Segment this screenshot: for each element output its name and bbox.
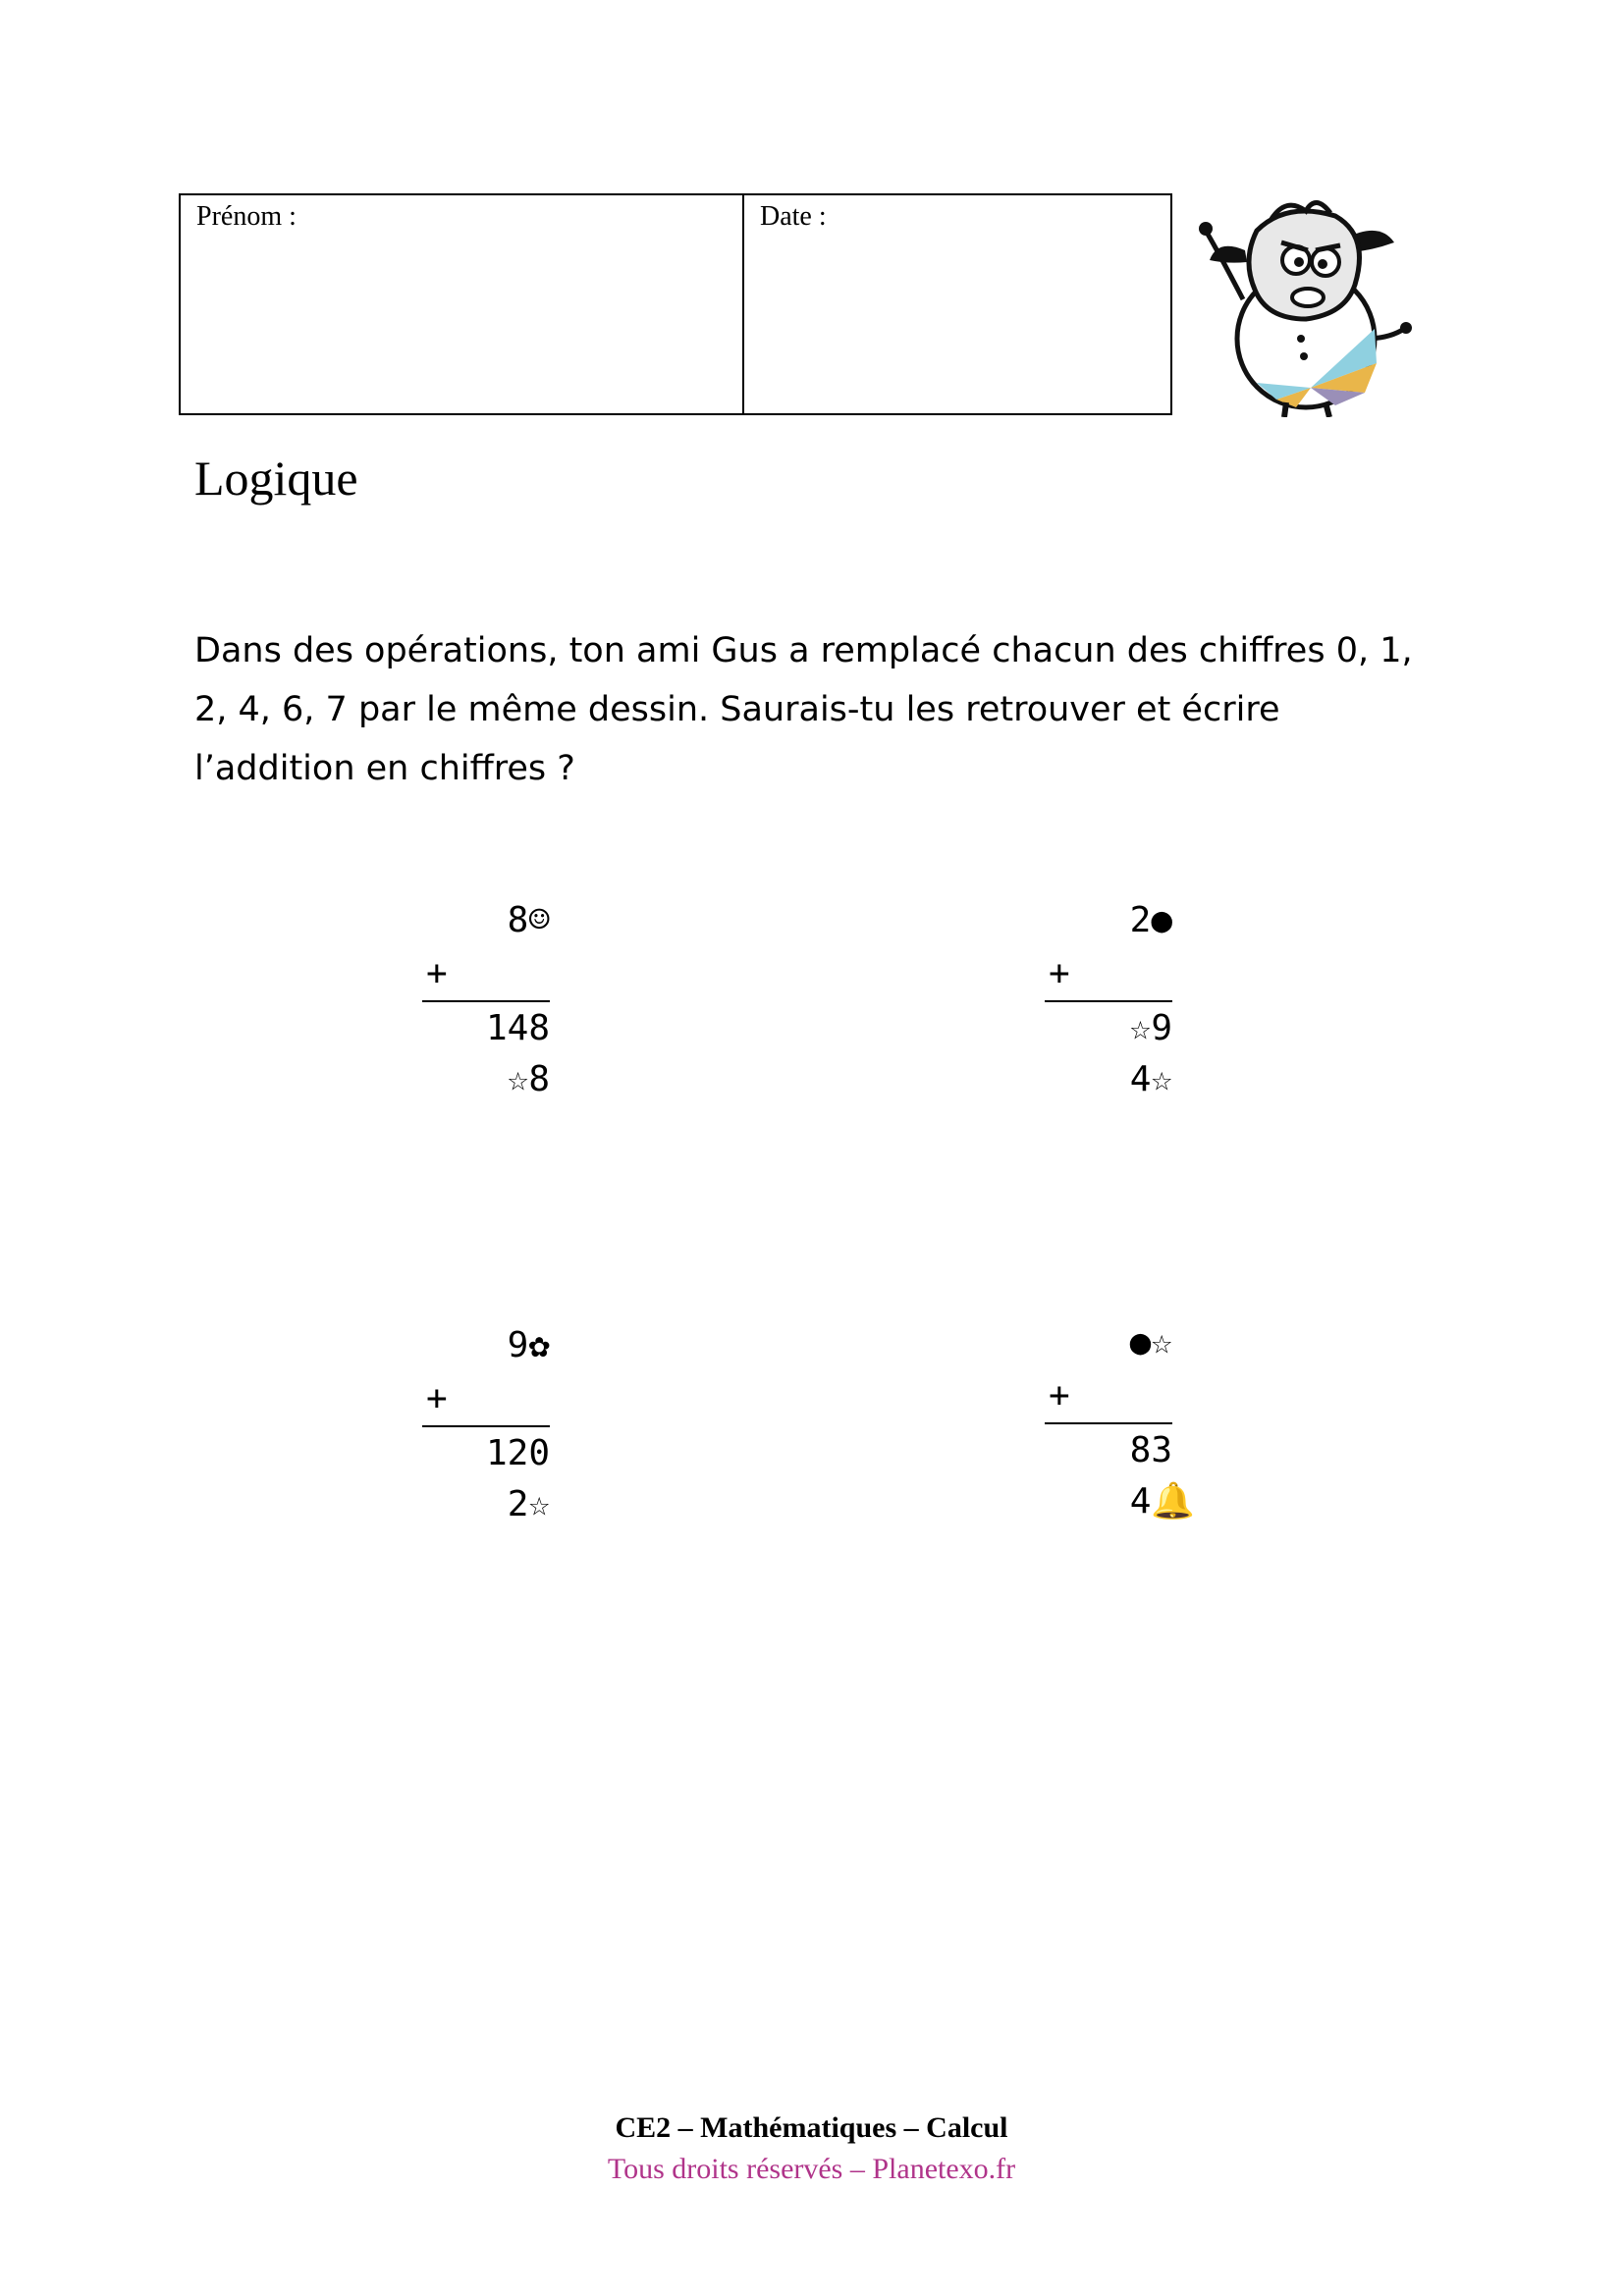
operation-result: 83 — [1129, 1430, 1172, 1470]
footer-course: CE2 – Mathématiques – Calcul — [615, 2111, 1008, 2144]
operation-4 — [1045, 1316, 1196, 1522]
sheep-mascot-icon — [1198, 191, 1414, 417]
plus-sign: + — [426, 1378, 448, 1418]
instructions-line: 2, 4, 6, 7 par le même dessin. Saurais-tu les retrouver et écrire — [194, 690, 1280, 729]
date-field[interactable] — [744, 195, 1170, 413]
operation-bottom-value: ☆8 — [507, 1059, 551, 1099]
prenom-label: Prénom : — [196, 201, 297, 232]
operation-bottom-value: 2☆ — [507, 1484, 551, 1524]
instructions — [194, 621, 1471, 798]
instructions-line: l’addition en chiffres ? — [194, 749, 575, 788]
operation-top: 8☺ — [507, 900, 550, 940]
plus-sign: + — [426, 953, 448, 993]
operation-3 — [422, 1319, 551, 1524]
operation-2 — [1045, 894, 1173, 1099]
date-label: Date : — [760, 201, 827, 232]
plus-sign: + — [1049, 1375, 1070, 1415]
operation-result: ☆9 — [1129, 1008, 1172, 1048]
operation-top: ●☆ — [1129, 1322, 1172, 1362]
prenom-field[interactable] — [181, 195, 744, 413]
header-table — [179, 193, 1172, 415]
footer-copyright: Tous droits réservés – Planetexo.fr — [607, 2153, 1016, 2185]
operation-top: 9✿ — [507, 1325, 550, 1365]
operation-bottom-value: 4☆ — [1129, 1059, 1173, 1099]
operation-top: 2● — [1129, 900, 1172, 940]
plus-sign: + — [1049, 953, 1070, 993]
operation-result: 148 — [485, 1008, 550, 1048]
operation-bottom — [1045, 947, 1173, 1099]
operation-result: 120 — [485, 1433, 550, 1473]
page-title: Logique — [194, 451, 358, 506]
operation-bottom-value: 4🔔 — [1129, 1481, 1196, 1522]
operation-1 — [422, 894, 551, 1099]
instructions-line: Dans des opérations, ton ami Gus a remplacé chacun des chiffres 0, 1, — [194, 631, 1413, 670]
